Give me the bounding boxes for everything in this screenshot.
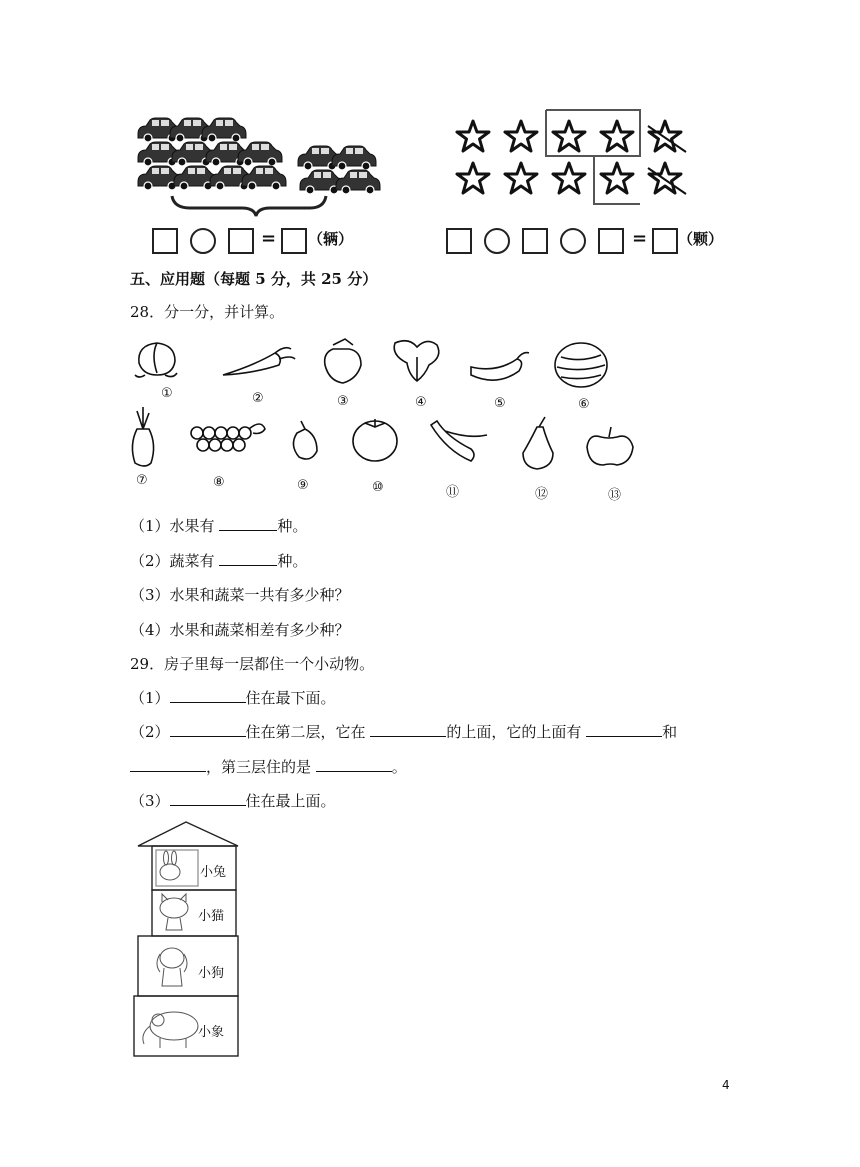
- item-label: ⑬: [608, 488, 622, 503]
- equals-sign: =: [632, 228, 648, 249]
- cat-icon: [160, 894, 188, 930]
- peach-icon: [139, 343, 175, 375]
- stars-illustration: [448, 106, 698, 210]
- unit-label: （颗）: [678, 230, 724, 248]
- watermelon-icon: [555, 343, 607, 387]
- item-label: ⑫: [535, 487, 549, 502]
- section-heading: 五、应用题（每题 5 分，共 25 分）: [130, 270, 378, 288]
- answer-box[interactable]: [228, 228, 254, 254]
- item-label: ④: [415, 395, 427, 410]
- pineapple-icon: [132, 407, 153, 466]
- page-number: 4: [722, 1078, 730, 1092]
- item-label: ⑥: [578, 397, 590, 412]
- animal-label-elephant: 小象: [198, 1025, 225, 1040]
- answer-box[interactable]: [522, 228, 548, 254]
- q29-sentence-2a: （2） 住在第二层，它在 的上面，它的上面有 和: [130, 723, 678, 741]
- item-label: ①: [161, 386, 173, 401]
- unit-label: （辆）: [308, 230, 354, 248]
- pear-icon: [523, 417, 553, 469]
- q29-sentence-3: （3） 住在最上面。: [130, 792, 336, 810]
- cars-illustration: [130, 112, 390, 224]
- answer-blank[interactable]: [170, 722, 246, 737]
- q28-item-4: （4）水果和蔬菜相差有多少种？: [130, 621, 350, 639]
- answer-box[interactable]: [652, 228, 678, 254]
- answer-blank[interactable]: [219, 516, 277, 531]
- answer-box[interactable]: [281, 228, 307, 254]
- item-label: ③: [337, 394, 349, 409]
- operator-circle[interactable]: [190, 228, 216, 254]
- animal-label-cat: 小猫: [198, 909, 225, 924]
- answer-blank[interactable]: [586, 722, 662, 737]
- house-illustration: [130, 820, 250, 1060]
- pepper-icon: [471, 353, 529, 381]
- item-label: ②: [252, 391, 264, 406]
- operator-circle[interactable]: [484, 228, 510, 254]
- equals-sign: =: [261, 228, 277, 249]
- q28-item-2: （2）蔬菜有 种。: [130, 552, 308, 570]
- q28-item-1: （1）水果有 种。: [130, 517, 308, 535]
- strawberry-icon: [325, 339, 361, 383]
- q28-item-3: （3）水果和蔬菜一共有多少种？: [130, 586, 350, 604]
- grapes-icon: [191, 424, 265, 451]
- item-label: ⑦: [136, 473, 148, 488]
- produce-illustrations: [125, 335, 645, 505]
- item-label: ⑤: [494, 396, 506, 411]
- cucumber-icon: [431, 421, 487, 461]
- item-label: ⑨: [297, 478, 309, 493]
- q29-sentence-2b: ，第三层住的是 。: [130, 757, 407, 777]
- q29-title: 29．房子里每一层都住一个小动物。: [130, 655, 375, 673]
- q29-sentence-1: （1） 住在最下面。: [130, 689, 336, 707]
- answer-blank[interactable]: [219, 551, 277, 566]
- rabbit-icon: [160, 851, 180, 880]
- dog-icon: [157, 948, 187, 986]
- cabbage-icon: [394, 341, 439, 381]
- answer-box[interactable]: [446, 228, 472, 254]
- item-label: ⑪: [446, 485, 460, 500]
- answer-box[interactable]: [152, 228, 178, 254]
- answer-blank[interactable]: [370, 722, 446, 737]
- answer-blank[interactable]: [130, 757, 206, 772]
- elephant-icon: [143, 1012, 198, 1048]
- apple-icon: [587, 427, 633, 465]
- item-label: ⑧: [213, 475, 225, 490]
- item-label: ⑩: [372, 480, 384, 495]
- answer-blank[interactable]: [316, 757, 392, 772]
- eggplant-icon: [293, 421, 317, 459]
- animal-label-dog: 小狗: [198, 966, 225, 981]
- carrot-icon: [223, 348, 295, 375]
- operator-circle[interactable]: [560, 228, 586, 254]
- q28-title: 28．分一分，并计算。: [130, 303, 285, 321]
- answer-box[interactable]: [598, 228, 624, 254]
- roof: [138, 822, 238, 846]
- answer-blank[interactable]: [170, 688, 246, 703]
- answer-blank[interactable]: [170, 791, 246, 806]
- animal-label-rabbit: 小兔: [200, 865, 227, 880]
